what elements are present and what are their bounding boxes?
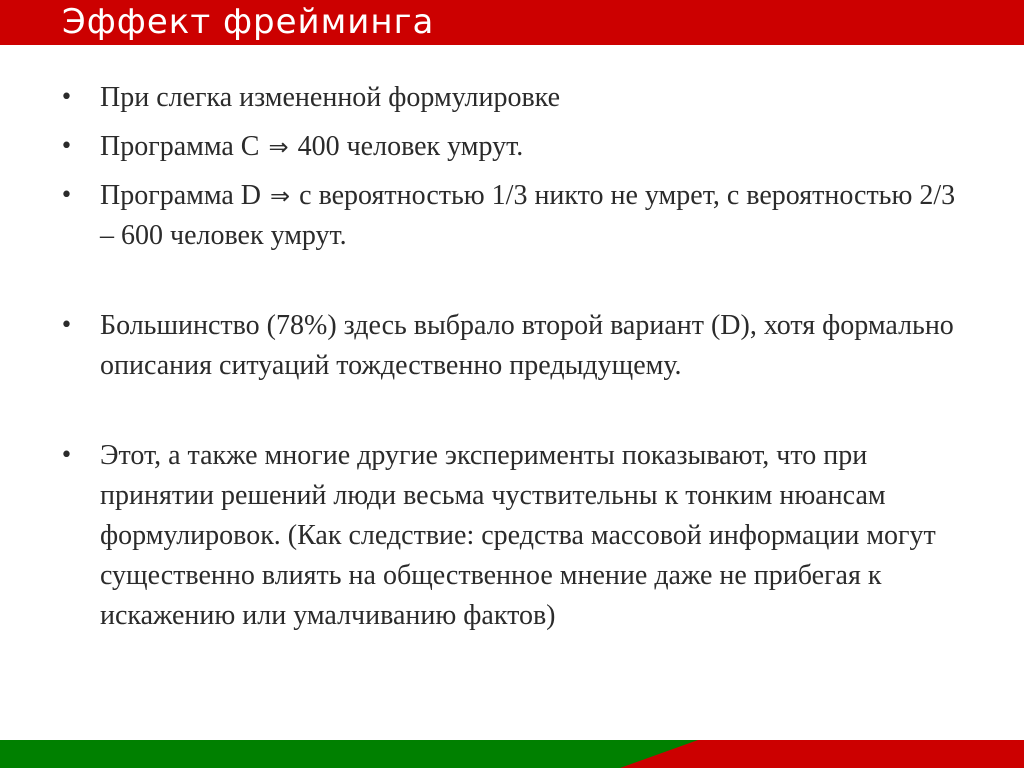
- footer-green-wedge: [0, 740, 698, 768]
- bullet-list: [60, 78, 960, 645]
- bullet-item: [60, 127, 960, 167]
- slide-title: Эффект фрейминга: [62, 2, 435, 42]
- bullet-text: Большинство (78%) здесь выбрало второй вариант (D), хотя формально описания ситуаций тождественно предыдущему.: [100, 310, 954, 381]
- bullet-text: При слегка измененной формулировке: [100, 82, 561, 113]
- bullet-dot-icon: •: [60, 134, 73, 159]
- bullet-item: [60, 78, 960, 118]
- bullet-dot-icon: •: [60, 183, 73, 208]
- footer-decoration: [0, 740, 1024, 768]
- bullet-suffix: 400 человек умрут.: [297, 131, 524, 162]
- bullet-text: Этот, а также многие другие эксперименты показывают, что при принятии решений люди весьма чуствительны к тонким нюансам формулировок. (Как следствие: средства массовой информации могут существенно влиять на общественное мнение даже не прибегая к искажению или умалчиванию фактов): [100, 440, 936, 631]
- bullet-item: [60, 306, 960, 386]
- bullet-item: [60, 176, 960, 256]
- bullet-dot-icon: •: [60, 85, 73, 110]
- bullet-prefix: Программа C: [100, 131, 260, 162]
- bullet-dot-icon: •: [60, 313, 73, 338]
- implies-arrow-icon: ⇒: [270, 182, 291, 210]
- implies-arrow-icon: ⇒: [268, 133, 289, 161]
- bullet-prefix: Программа D: [100, 180, 262, 211]
- bullet-suffix: с вероятностью 1/3 никто не умрет, с вероятностью 2/3 – 600 человек умрут.: [100, 180, 956, 251]
- title-bar: [0, 0, 1024, 45]
- bullet-item: [60, 436, 960, 636]
- bullet-dot-icon: •: [60, 443, 73, 468]
